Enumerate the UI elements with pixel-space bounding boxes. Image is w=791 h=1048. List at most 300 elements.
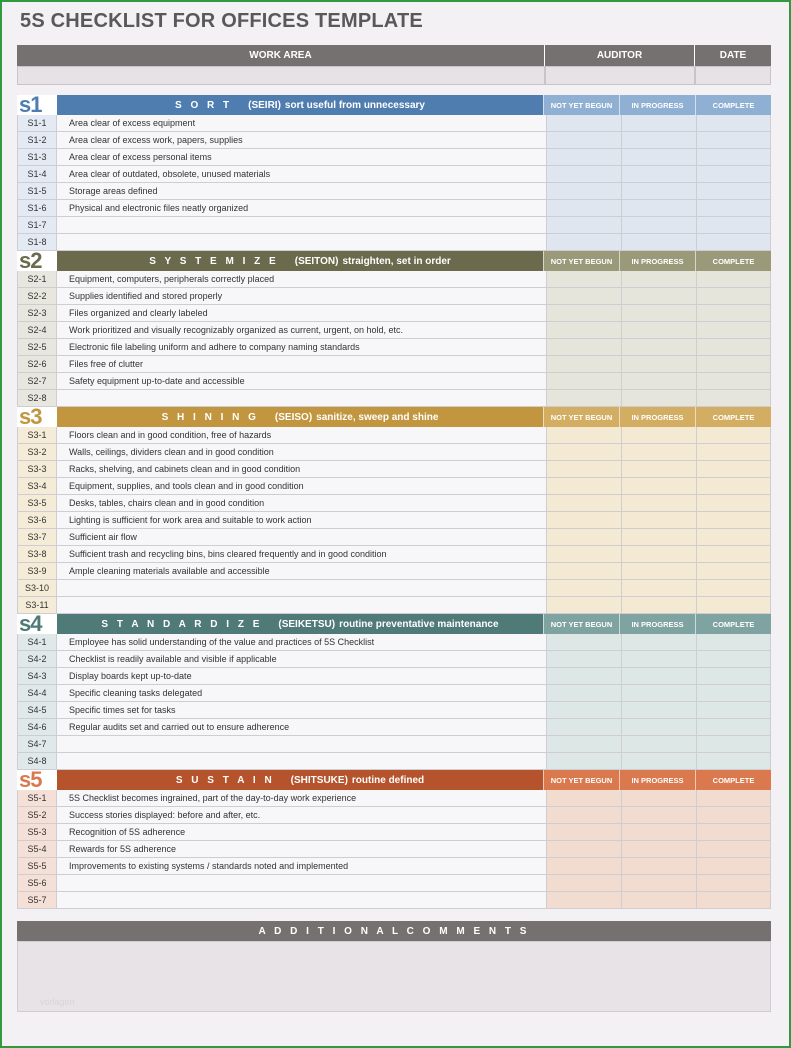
in-progress-cell[interactable] [621,200,696,216]
complete-cell[interactable] [696,305,771,321]
section-badge-label: s4 [19,611,42,636]
not-yet-begun-cell[interactable] [546,339,621,355]
complete-cell[interactable] [696,841,771,857]
checklist-row [17,668,771,685]
status-in-progress-header: IN PROGRESS [619,95,695,115]
checklist-row [17,149,771,166]
row-item-text[interactable]: Specific cleaning tasks delegated [57,685,546,701]
not-yet-begun-cell[interactable] [546,892,621,908]
section-3 [17,404,771,614]
row-item-text[interactable] [57,597,546,613]
section-badge-label: s3 [19,404,42,429]
row-item-text[interactable]: Rewards for 5S adherence [57,841,546,857]
row-item-text[interactable] [57,736,546,752]
complete-cell[interactable] [696,390,771,406]
in-progress-cell[interactable] [621,234,696,250]
complete-cell[interactable] [696,736,771,752]
checklist-row [17,271,771,288]
row-code: S1-8 [17,234,57,250]
in-progress-cell[interactable] [621,427,696,443]
row-code: S4-3 [17,668,57,684]
row-item-text[interactable]: Recognition of 5S adherence [57,824,546,840]
checklist-row [17,322,771,339]
not-yet-begun-cell[interactable] [546,427,621,443]
row-code: S4-7 [17,736,57,752]
row-code: S4-5 [17,702,57,718]
row-item-text[interactable]: 5S Checklist becomes ingrained, part of the day-to-day work experience [57,790,546,806]
section-name: S U S T A I N [175,774,275,786]
checklist-row [17,200,771,217]
complete-cell[interactable] [696,166,771,182]
in-progress-cell[interactable] [621,875,696,891]
work-area-input[interactable] [17,66,545,85]
complete-cell[interactable] [696,217,771,233]
in-progress-cell[interactable] [621,563,696,579]
section-badge-label: s2 [19,248,42,273]
row-item-text[interactable] [57,892,546,908]
row-item-text[interactable] [57,390,546,406]
row-code: S1-3 [17,149,57,165]
in-progress-cell[interactable] [621,685,696,701]
complete-cell[interactable] [696,271,771,287]
checklist-row [17,841,771,858]
checklist-row [17,132,771,149]
row-item-text[interactable]: Equipment, computers, peripherals correctly placed [57,271,546,287]
row-code: S5-2 [17,807,57,823]
section-badge [17,767,57,792]
row-item-text[interactable] [57,234,546,250]
row-item-text[interactable]: Area clear of excess equipment [57,115,546,131]
complete-cell[interactable] [696,461,771,477]
complete-cell[interactable] [696,356,771,372]
in-progress-cell[interactable] [621,149,696,165]
in-progress-cell[interactable] [621,373,696,389]
section-header [17,92,771,117]
in-progress-cell[interactable] [621,183,696,199]
checklist-row [17,634,771,651]
not-yet-begun-cell[interactable] [546,529,621,545]
status-in-progress-header: IN PROGRESS [619,251,695,271]
row-item-text[interactable]: Improvements to existing systems / standards noted and implemented [57,858,546,874]
section-name: S H I N I N G [161,411,259,423]
row-item-text[interactable]: Physical and electronic files neatly organized [57,200,546,216]
additional-comments-field[interactable] [17,941,771,1012]
status-not-yet-begun-header: NOT YET BEGUN [543,95,619,115]
section-title [57,770,543,790]
in-progress-cell[interactable] [621,892,696,908]
in-progress-cell[interactable] [621,166,696,182]
section-title [57,251,543,271]
checklist-row [17,685,771,702]
row-item-text[interactable] [57,217,546,233]
row-code: S1-6 [17,200,57,216]
row-item-text[interactable]: Specific times set for tasks [57,702,546,718]
not-yet-begun-cell[interactable] [546,597,621,613]
in-progress-cell[interactable] [621,841,696,857]
in-progress-cell[interactable] [621,322,696,338]
checklist-row [17,217,771,234]
row-code: S3-7 [17,529,57,545]
section-header [17,248,771,273]
row-code: S2-7 [17,373,57,389]
not-yet-begun-cell[interactable] [546,356,621,372]
row-item-text[interactable]: Supplies identified and stored properly [57,288,546,304]
complete-cell[interactable] [696,790,771,806]
section-description: routine defined [351,774,425,786]
status-in-progress-header: IN PROGRESS [619,407,695,427]
not-yet-begun-cell[interactable] [546,563,621,579]
checklist-row [17,373,771,390]
checklist-row [17,580,771,597]
row-item-text[interactable]: Display boards kept up-to-date [57,668,546,684]
in-progress-cell[interactable] [621,824,696,840]
complete-cell[interactable] [696,546,771,562]
not-yet-begun-cell[interactable] [546,200,621,216]
in-progress-cell[interactable] [621,790,696,806]
not-yet-begun-cell[interactable] [546,234,621,250]
not-yet-begun-cell[interactable] [546,478,621,494]
row-code: S2-3 [17,305,57,321]
status-complete-header: COMPLETE [695,770,771,790]
section-title [57,407,543,427]
in-progress-cell[interactable] [621,858,696,874]
row-item-text[interactable]: Electronic file labeling uniform and adhere to company naming standards [57,339,546,355]
not-yet-begun-cell[interactable] [546,875,621,891]
not-yet-begun-cell[interactable] [546,288,621,304]
not-yet-begun-cell[interactable] [546,512,621,528]
not-yet-begun-cell[interactable] [546,217,621,233]
checklist-row [17,597,771,614]
in-progress-cell[interactable] [621,271,696,287]
row-item-text[interactable] [57,580,546,596]
row-item-text[interactable]: Files organized and clearly labeled [57,305,546,321]
section-5 [17,767,771,909]
complete-cell[interactable] [696,807,771,823]
checklist-row [17,563,771,580]
row-item-text[interactable]: Area clear of outdated, obsolete, unused materials [57,166,546,182]
in-progress-cell[interactable] [621,546,696,562]
row-code: S3-9 [17,563,57,579]
row-code: S1-4 [17,166,57,182]
not-yet-begun-cell[interactable] [546,115,621,131]
section-title [57,614,543,634]
in-progress-cell[interactable] [621,753,696,769]
row-code: S3-4 [17,478,57,494]
complete-cell[interactable] [696,115,771,131]
complete-cell[interactable] [696,373,771,389]
row-code: S2-1 [17,271,57,287]
complete-cell[interactable] [696,512,771,528]
complete-cell[interactable] [696,685,771,701]
in-progress-cell[interactable] [621,529,696,545]
complete-cell[interactable] [696,634,771,650]
row-code: S5-7 [17,892,57,908]
complete-cell[interactable] [696,234,771,250]
in-progress-cell[interactable] [621,702,696,718]
complete-cell[interactable] [696,149,771,165]
not-yet-begun-cell[interactable] [546,753,621,769]
not-yet-begun-cell[interactable] [546,271,621,287]
additional-comments-heading: A D D I T I O N A L C O M M E N T S [17,921,771,941]
not-yet-begun-cell[interactable] [546,132,621,148]
not-yet-begun-cell[interactable] [546,322,621,338]
checklist-row [17,875,771,892]
status-not-yet-begun-header: NOT YET BEGUN [543,407,619,427]
not-yet-begun-cell[interactable] [546,305,621,321]
row-code: S1-1 [17,115,57,131]
in-progress-cell[interactable] [621,339,696,355]
not-yet-begun-cell[interactable] [546,495,621,511]
checklist-row [17,495,771,512]
row-code: S2-6 [17,356,57,372]
row-code: S5-6 [17,875,57,891]
checklist-row [17,651,771,668]
row-code: S3-3 [17,461,57,477]
status-in-progress-header: IN PROGRESS [619,614,695,634]
not-yet-begun-cell[interactable] [546,736,621,752]
status-not-yet-begun-header: NOT YET BEGUN [543,251,619,271]
in-progress-cell[interactable] [621,115,696,131]
checklist-row [17,892,771,909]
section-header [17,404,771,429]
not-yet-begun-cell[interactable] [546,685,621,701]
row-item-text[interactable]: Sufficient air flow [57,529,546,545]
checklist-row [17,807,771,824]
row-item-text[interactable]: Safety equipment up-to-date and accessible [57,373,546,389]
row-item-text[interactable]: Employee has solid understanding of the value and practices of 5S Checklist [57,634,546,650]
not-yet-begun-cell[interactable] [546,580,621,596]
complete-cell[interactable] [696,753,771,769]
not-yet-begun-cell[interactable] [546,373,621,389]
row-code: S5-3 [17,824,57,840]
complete-cell[interactable] [696,875,771,891]
row-item-text[interactable]: Work prioritized and visually recognizably organized as current, urgent, on hold, etc. [57,322,546,338]
row-item-text[interactable]: Walls, ceilings, dividers clean and in good condition [57,444,546,460]
section-japanese-term: (SEIKETSU) [278,618,336,630]
not-yet-begun-cell[interactable] [546,149,621,165]
not-yet-begun-cell[interactable] [546,824,621,840]
checklist-row [17,356,771,373]
row-item-text[interactable]: Desks, tables, chairs clean and in good condition [57,495,546,511]
row-item-text[interactable]: Lighting is sufficient for work area and suitable to work action [57,512,546,528]
checklist-row [17,390,771,407]
not-yet-begun-cell[interactable] [546,444,621,460]
complete-cell[interactable] [696,858,771,874]
checklist-row [17,115,771,132]
status-complete-header: COMPLETE [695,407,771,427]
section-badge [17,611,57,636]
checklist-row [17,512,771,529]
complete-cell[interactable] [696,444,771,460]
work-area-header: WORK AREA [17,45,545,66]
not-yet-begun-cell[interactable] [546,166,621,182]
row-item-text[interactable]: Floors clean and in good condition, free of hazards [57,427,546,443]
checklist-row [17,234,771,251]
section-2 [17,248,771,407]
in-progress-cell[interactable] [621,390,696,406]
not-yet-begun-cell[interactable] [546,546,621,562]
row-item-text[interactable]: Sufficient trash and recycling bins, bins cleared frequently and in good condition [57,546,546,562]
in-progress-cell[interactable] [621,305,696,321]
section-description: sort useful from unnecessary [284,99,425,111]
checklist-row [17,790,771,807]
complete-cell[interactable] [696,529,771,545]
status-in-progress-header: IN PROGRESS [619,770,695,790]
complete-cell[interactable] [696,427,771,443]
in-progress-cell[interactable] [621,580,696,596]
section-description: sanitize, sweep and shine [316,411,439,423]
row-item-text[interactable]: Area clear of excess personal items [57,149,546,165]
not-yet-begun-cell[interactable] [546,668,621,684]
section-japanese-term: (SEITON) [294,255,339,267]
section-description: routine preventative maintenance [339,618,499,630]
in-progress-cell[interactable] [621,651,696,667]
row-code: S3-11 [17,597,57,613]
row-item-text[interactable]: Success stories displayed: before and after, etc. [57,807,546,823]
checklist-row [17,858,771,875]
row-code: S2-5 [17,339,57,355]
auditor-header: AUDITOR [545,45,695,66]
checklist-row [17,444,771,461]
date-input[interactable] [695,66,771,85]
in-progress-cell[interactable] [621,807,696,823]
row-code: S5-4 [17,841,57,857]
complete-cell[interactable] [696,580,771,596]
section-badge-label: s1 [19,92,42,117]
checklist-row [17,183,771,200]
row-code: S3-6 [17,512,57,528]
row-item-text[interactable]: Racks, shelving, and cabinets clean and in good condition [57,461,546,477]
in-progress-cell[interactable] [621,736,696,752]
row-code: S4-4 [17,685,57,701]
row-code: S1-7 [17,217,57,233]
section-4 [17,611,771,770]
not-yet-begun-cell[interactable] [546,461,621,477]
row-code: S3-5 [17,495,57,511]
row-item-text[interactable] [57,875,546,891]
in-progress-cell[interactable] [621,668,696,684]
row-item-text[interactable]: Checklist is readily available and visible if applicable [57,651,546,667]
checklist-row [17,702,771,719]
row-item-text[interactable] [57,753,546,769]
checklist-row [17,753,771,770]
section-description: straighten, set in order [342,255,451,267]
complete-cell[interactable] [696,339,771,355]
checklist-row [17,719,771,736]
complete-cell[interactable] [696,892,771,908]
checklist-row [17,546,771,563]
complete-cell[interactable] [696,597,771,613]
checklist-row [17,529,771,546]
in-progress-cell[interactable] [621,444,696,460]
status-complete-header: COMPLETE [695,614,771,634]
complete-cell[interactable] [696,668,771,684]
not-yet-begun-cell[interactable] [546,858,621,874]
checklist-row [17,461,771,478]
in-progress-cell[interactable] [621,634,696,650]
complete-cell[interactable] [696,200,771,216]
complete-cell[interactable] [696,824,771,840]
status-not-yet-begun-header: NOT YET BEGUN [543,770,619,790]
in-progress-cell[interactable] [621,512,696,528]
row-code: S2-2 [17,288,57,304]
row-code: S2-8 [17,390,57,406]
not-yet-begun-cell[interactable] [546,390,621,406]
checklist-row [17,427,771,444]
in-progress-cell[interactable] [621,356,696,372]
complete-cell[interactable] [696,478,771,494]
watermark: vorlagen [40,997,75,1007]
in-progress-cell[interactable] [621,495,696,511]
in-progress-cell[interactable] [621,719,696,735]
row-item-text[interactable]: Area clear of excess work, papers, supplies [57,132,546,148]
in-progress-cell[interactable] [621,217,696,233]
row-item-text[interactable]: Equipment, supplies, and tools clean and in good condition [57,478,546,494]
row-code: S3-10 [17,580,57,596]
not-yet-begun-cell[interactable] [546,702,621,718]
complete-cell[interactable] [696,719,771,735]
row-code: S2-4 [17,322,57,338]
section-name: S Y S T E M I Z E [149,255,279,267]
auditor-input[interactable] [545,66,695,85]
not-yet-begun-cell[interactable] [546,634,621,650]
not-yet-begun-cell[interactable] [546,651,621,667]
status-not-yet-begun-header: NOT YET BEGUN [543,614,619,634]
row-item-text[interactable]: Storage areas defined [57,183,546,199]
in-progress-cell[interactable] [621,288,696,304]
section-header [17,611,771,636]
row-code: S5-1 [17,790,57,806]
not-yet-begun-cell[interactable] [546,841,621,857]
row-item-text[interactable]: Ample cleaning materials available and accessible [57,563,546,579]
section-badge-label: s5 [19,767,42,792]
not-yet-begun-cell[interactable] [546,719,621,735]
section-japanese-term: (SEISO) [274,411,313,423]
complete-cell[interactable] [696,563,771,579]
section-japanese-term: (SEIRI) [248,99,281,111]
in-progress-cell[interactable] [621,478,696,494]
row-code: S1-2 [17,132,57,148]
in-progress-cell[interactable] [621,597,696,613]
row-code: S4-8 [17,753,57,769]
section-1 [17,92,771,251]
section-name: S T A N D A R D I Z E [101,618,263,630]
row-code: S5-5 [17,858,57,874]
section-badge [17,248,57,273]
in-progress-cell[interactable] [621,461,696,477]
not-yet-begun-cell[interactable] [546,183,621,199]
checklist-row [17,305,771,322]
complete-cell[interactable] [696,495,771,511]
row-code: S3-1 [17,427,57,443]
checklist-row [17,736,771,753]
complete-cell[interactable] [696,322,771,338]
row-item-text[interactable]: Files free of clutter [57,356,546,372]
complete-cell[interactable] [696,183,771,199]
section-name: S O R T [175,99,233,111]
row-item-text[interactable]: Regular audits set and carried out to ensure adherence [57,719,546,735]
in-progress-cell[interactable] [621,132,696,148]
not-yet-begun-cell[interactable] [546,807,621,823]
section-badge [17,404,57,429]
status-complete-header: COMPLETE [695,95,771,115]
complete-cell[interactable] [696,288,771,304]
row-code: S4-2 [17,651,57,667]
not-yet-begun-cell[interactable] [546,790,621,806]
complete-cell[interactable] [696,702,771,718]
complete-cell[interactable] [696,132,771,148]
complete-cell[interactable] [696,651,771,667]
